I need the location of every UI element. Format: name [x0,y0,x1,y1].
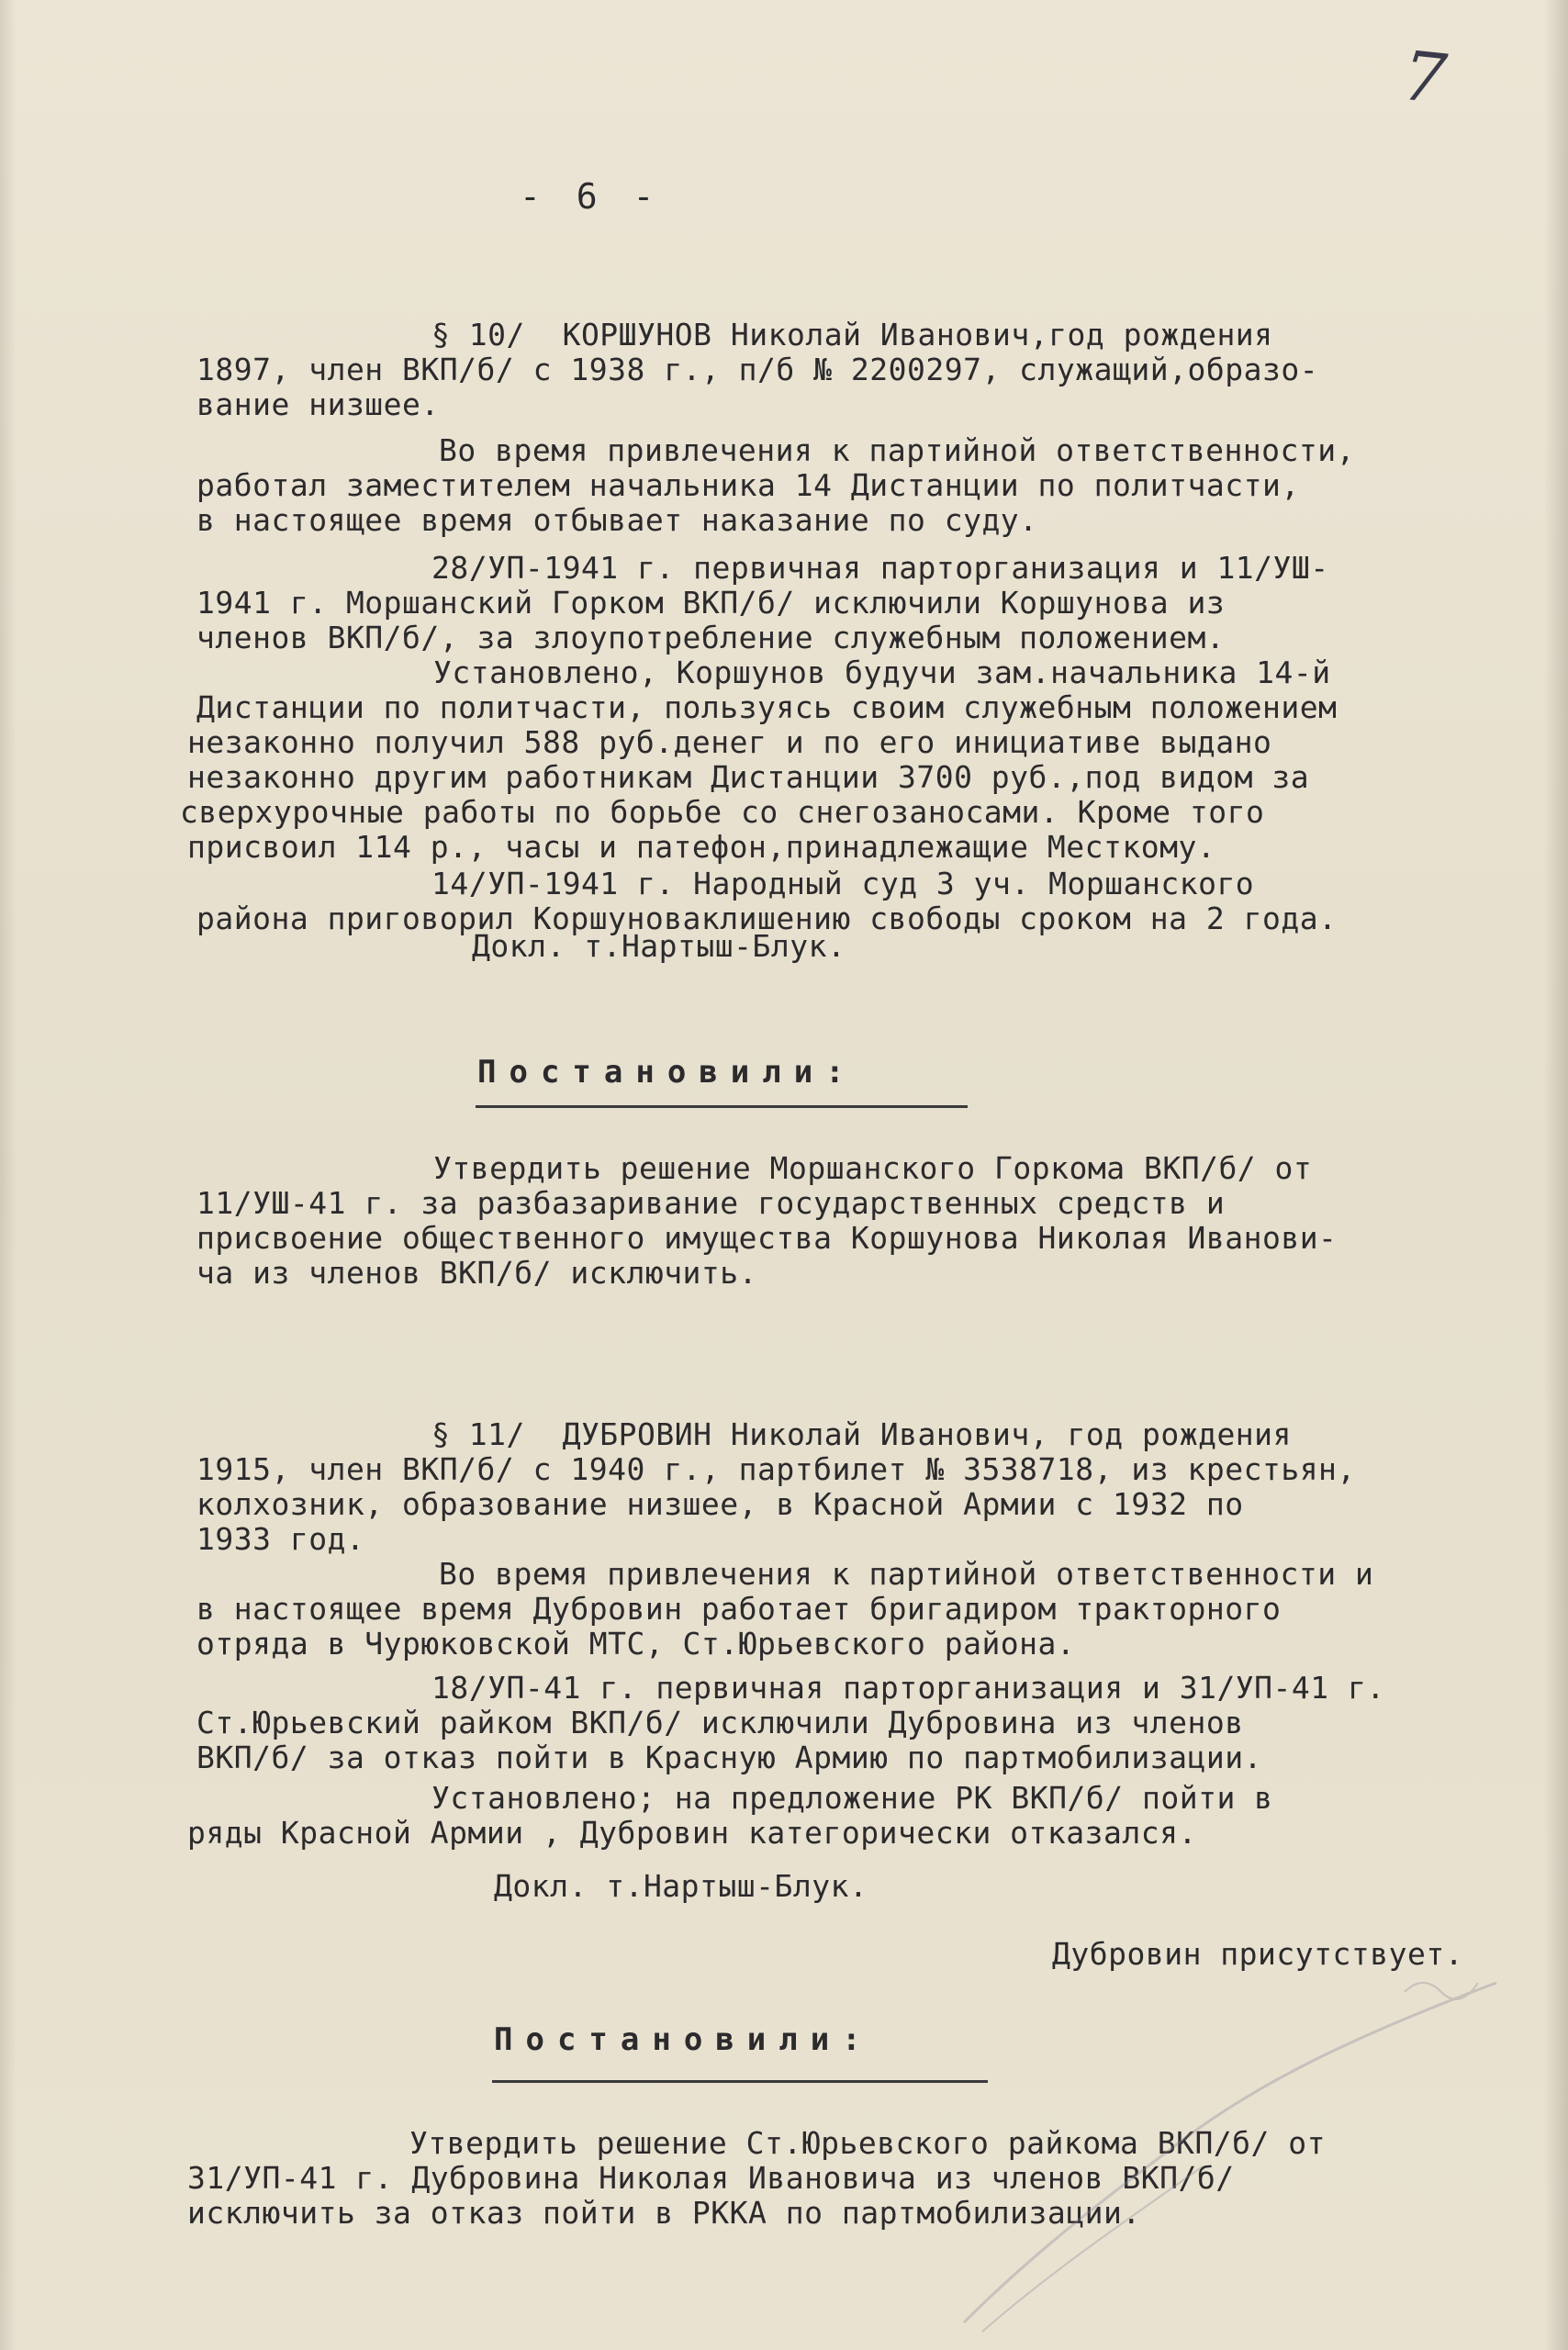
s11-p2-line-3: ВКП/б/ за отказ пойти в Красную Армию по партмобилизации. [196,1740,1262,1775]
handwritten-sheet-number: 7 [1398,36,1450,120]
s10-report: Докл. т.Нартыш-Блук. [472,928,846,964]
s11-p2-line-2: Ст.Юрьевский райком ВКП/б/ исключили Дубровина из членов [196,1705,1244,1740]
s10-resolution-line-2: 11/УШ-41 г. за разбазаривание государственных средств и [196,1185,1226,1221]
s11-resolved-heading: Постановили: [494,2021,874,2058]
s11-header-line-3: колхозник, образование низшее, в Красной Армии с 1932 по [196,1486,1244,1522]
s11-p1-line-3: отряда в Чурюковской МТС, Ст.Юрьевского района. [196,1626,1076,1662]
s11-heading-underline [492,2080,988,2083]
s10-resolved-heading: Постановили: [477,1054,857,1091]
s10-p4-line-1: 14/УП-1941 г. Народный суд 3 уч. Моршанского [431,866,1255,901]
s10-p3-line-6: присвоил 114 р., часы и патефон,принадлежащие Месткому. [187,829,1216,865]
s10-p3-line-2: Дистанции по политчасти, пользуясь своим служебным положением [196,689,1338,725]
s10-header-line-3: вание низшее. [196,386,440,422]
s10-header-line-2: 1897, член ВКП/б/ с 1938 г., п/б № 2200297, служащий,образо- [196,352,1319,387]
s10-resolution-line-3: присвоение общественного имущества Коршунова Николая Иванови- [196,1220,1338,1256]
s11-p2-line-1: 18/УП-41 г. первичная парторганизация и 31/УП-41 г. [431,1670,1385,1706]
s10-resolution-line-1: Утвердить решение Моршанского Горкома ВКП/б/ от [433,1150,1313,1186]
s11-p3-line-2: ряды Красной Армии , Дубровин категорически отказался. [187,1815,1197,1851]
s10-p3-line-1: Установлено, Коршунов будучи зам.начальника 14-й [433,655,1331,690]
s10-p3-line-3: незаконно получил 588 руб.денег и по его инициативе выдано [187,724,1272,760]
s11-resolution-line-2: 31/УП-41 г. Дубровина Николая Ивановича из членов ВКП/б/ [187,2160,1235,2196]
left-edge-shadow [0,0,17,2350]
s10-p1-line-1: Во время привлечения к партийной ответственности, [439,432,1356,468]
right-edge-shadow [1544,0,1568,2350]
s11-p1-line-2: в настоящее время Дубровин работает бригадиром тракторного [196,1591,1282,1627]
s10-p3-line-5: сверхурочные работы по борьбе со снегозаносами. Кроме того [180,794,1265,830]
s11-resolution-line-3: исключить за отказ пойти в РККА по партмобилизации. [187,2195,1141,2231]
s11-header-line-4: 1933 год. [196,1521,365,1557]
s10-p1-line-3: в настоящее время отбывает наказание по суду. [196,502,1038,538]
s10-p2-line-2: 1941 г. Моршанский Горком ВКП/б/ исключили Коршунова из [196,585,1226,621]
s10-header-line-1: § 10/ КОРШУНОВ Николай Иванович,год рождения [431,317,1273,352]
s10-p4-line-2: района приговорил Коршуноваклишению свободы сроком на 2 года. [196,901,1338,936]
s10-p1-line-2: работал заместителем начальника 14 Дистанции по политчасти, [196,467,1300,503]
s11-p1-line-1: Во время привлечения к партийной ответственности и [439,1556,1374,1592]
s10-p3-line-4: незаконно другим работникам Дистанции 3700 руб.,под видом за [187,759,1310,795]
s11-header-line-2: 1915, член ВКП/б/ с 1940 г., партбилет № 3538718, из крестьян, [196,1451,1356,1487]
s10-resolution-line-4: ча из членов ВКП/б/ исключить. [196,1255,758,1291]
page-number: - 6 - [520,176,662,217]
s11-report: Докл. т.Нартыш-Блук. [494,1868,868,1904]
s11-header-line-1: § 11/ ДУБРОВИН Николай Иванович, год рождения [431,1416,1292,1452]
s10-p2-line-3: членов ВКП/б/, за злоупотребление служебным положением. [196,620,1226,655]
s10-p2-line-1: 28/УП-1941 г. первичная парторганизация и 11/УШ- [431,550,1329,586]
s11-presence-note: Дубровин присутствует. [1052,1936,1464,1972]
s10-heading-underline [476,1105,968,1108]
s11-resolution-line-1: Утвердить решение Ст.Юрьевского райкома ВКП/б/ от [409,2125,1327,2161]
s11-p3-line-1: Установлено; на предложение РК ВКП/б/ пойти в [431,1780,1273,1816]
